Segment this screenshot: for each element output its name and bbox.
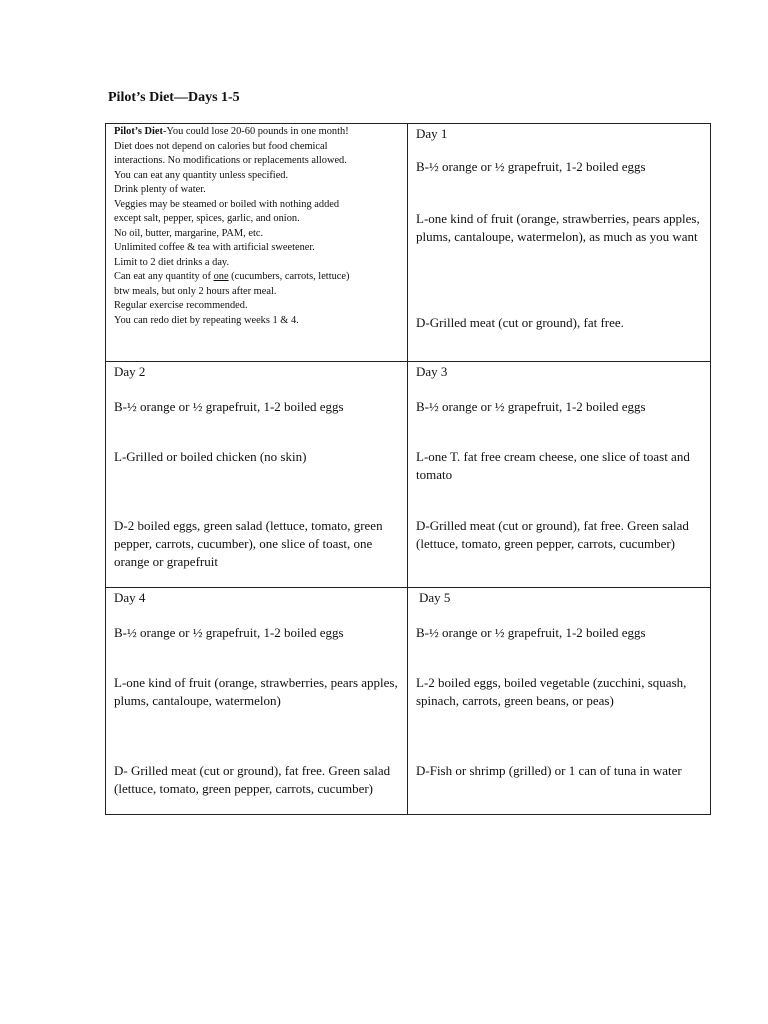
- day-4-breakfast: B-½ orange or ½ grapefruit, 1-2 boiled eggs: [114, 625, 344, 640]
- intro-line: You can redo diet by repeating weeks 1 & 4.: [114, 314, 299, 326]
- day-3-lunch: L-one T. fat free cream cheese, one slice of toast and tomato: [416, 449, 690, 482]
- day-2-label: Day 2: [114, 364, 146, 379]
- intro-line: except salt, pepper, spices, garlic, and onion.: [114, 213, 300, 224]
- intro-line: interactions. No modifications or replacements allowed.: [114, 155, 347, 166]
- day-1-label: Day 1: [416, 126, 448, 141]
- table-row: [106, 588, 711, 815]
- day-3-cell: [408, 362, 711, 588]
- day-4-label: Day 4: [114, 590, 146, 605]
- table-row: [106, 362, 711, 588]
- day-5-cell: [408, 588, 711, 815]
- day-5-dinner: D-Fish or shrimp (grilled) or 1 can of tuna in water: [416, 763, 682, 778]
- day-4-lunch: L-one kind of fruit (orange, strawberries, pears apples, plums, cantaloupe, watermelon): [114, 675, 398, 708]
- intro-line: [114, 270, 403, 285]
- day-1-lunch: L-one kind of fruit (orange, strawberries, pears apples, plums, cantaloupe, watermelon), as much as you want: [416, 211, 700, 244]
- intro-line-text: -You could lose 20-60 pounds in one month!: [162, 126, 349, 137]
- day-2-cell: [106, 362, 408, 588]
- intro-line: Diet does not depend on calories but food chemical: [114, 140, 328, 152]
- intro-lead: Pilot’s Diet: [114, 126, 163, 137]
- day-4-cell: [106, 588, 408, 815]
- diet-table: [105, 123, 711, 815]
- day-1-cell: [408, 124, 711, 362]
- day-2-dinner: D-2 boiled eggs, green salad (lettuce, tomato, green pepper, carrots, cucumber), one slice of toast, one orange or grapefruit: [114, 518, 383, 569]
- day-3-dinner: D-Grilled meat (cut or ground), fat free. Green salad (lettuce, tomato, green pepper, carrots, cucumber): [416, 518, 689, 551]
- intro-line: Limit to 2 diet drinks a day.: [114, 256, 230, 268]
- intro-line: Drink plenty of water.: [114, 184, 206, 195]
- day-5-lunch: L-2 boiled eggs, boiled vegetable (zucchini, squash, spinach, carrots, green beans, or peas): [416, 675, 687, 708]
- page-title: Pilot’s Diet—Days 1-5: [108, 90, 240, 105]
- day-1-dinner: D-Grilled meat (cut or ground), fat free.: [416, 315, 624, 330]
- intro-cell: [106, 124, 408, 362]
- intro-underlined-word: one: [213, 271, 229, 282]
- day-5-label: Day 5: [419, 590, 451, 605]
- day-2-breakfast: B-½ orange or ½ grapefruit, 1-2 boiled eggs: [114, 399, 344, 414]
- table-row: [106, 124, 711, 362]
- day-3-label: Day 3: [416, 364, 448, 379]
- day-1-breakfast: B-½ orange or ½ grapefruit, 1-2 boiled eggs: [416, 159, 646, 174]
- intro-line: btw meals, but only 2 hours after meal.: [114, 285, 277, 297]
- intro-line: [114, 125, 403, 140]
- day-4-dinner: D- Grilled meat (cut or ground), fat free. Green salad (lettuce, tomato, green pepper, carrots, cucumber): [114, 763, 391, 796]
- day-5-breakfast: B-½ orange or ½ grapefruit, 1-2 boiled eggs: [416, 625, 646, 640]
- intro-line: Veggies may be steamed or boiled with nothing added: [114, 198, 340, 210]
- intro-line: Regular exercise recommended.: [114, 300, 248, 311]
- intro-line: You can eat any quantity unless specified.: [114, 169, 289, 181]
- day-3-breakfast: B-½ orange or ½ grapefruit, 1-2 boiled eggs: [416, 399, 646, 414]
- intro-line: No oil, butter, margarine, PAM, etc.: [114, 227, 264, 239]
- intro-line-text: Can eat any quantity of: [114, 271, 214, 282]
- day-2-lunch: L-Grilled or boiled chicken (no skin): [114, 449, 307, 464]
- intro-text: [114, 125, 403, 328]
- intro-line: Unlimited coffee & tea with artificial sweetener.: [114, 242, 315, 253]
- intro-line-text: (cucumbers, carrots, lettuce): [228, 271, 350, 282]
